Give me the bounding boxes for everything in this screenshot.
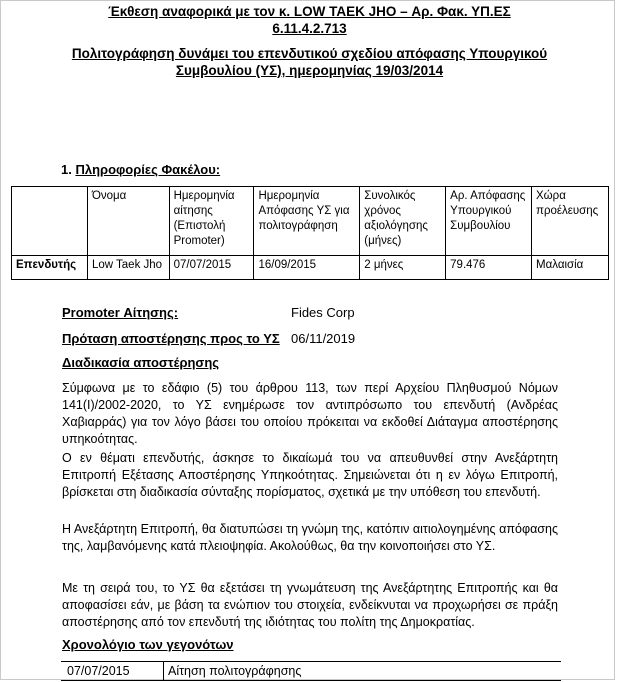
section-1-heading <box>61 162 220 177</box>
report-subtitle <box>1 45 617 79</box>
header-cell-decision-date: Ημερομηνία Απόφασης ΥΣ για πολιτογράφηση <box>254 187 360 256</box>
proposal-label: Πρόταση αποστέρησης προς το ΥΣ <box>62 331 280 346</box>
report-title-line-1: Έκθεση αναφορικά με τον κ. LOW TAEK JHO – Αρ. Φακ. ΥΠ.ΕΣ <box>108 4 511 19</box>
promoter-line <box>62 305 178 320</box>
cell-country: Μαλαισία <box>532 256 609 280</box>
report-title-line-2: 6.11.4.2.713 <box>272 21 347 36</box>
report-subtitle-line-1: Πολιτογράφηση δυνάμει του επενδυτικού σχεδίου απόφασης Υπουργικού <box>71 46 548 61</box>
procedure-heading <box>62 355 219 370</box>
header-cell-evaluation-time: Συνολικός χρόνος αξιολόγησης (μήνες) <box>360 187 446 256</box>
procedure-paragraph-4: Με τη σειρά του, το ΥΣ θα εξετάσει τη γνωμάτευση της Ανεξάρτητης Επιτροπής και θα αποφασίσει εάν, με βάση τα ενώπιον του στοιχεία, ενδείκνυται να προχωρήσει σε πράξη αποστέρησης από τον επενδυτή της ιδιότητας του πολίτη της Δημοκρατίας. <box>62 581 558 629</box>
promoter-label: Promoter Αίτησης: <box>62 305 179 320</box>
proposal-line <box>62 331 280 346</box>
report-subtitle-line-2: Συμβουλίου (ΥΣ), ημερομηνίας 19/03/2014 <box>175 63 444 78</box>
header-cell-application-date: Ημερομηνία αίτησης (Επιστολή Promoter) <box>169 187 254 256</box>
section-1-title: Πληροφορίες Φακέλου: <box>75 162 221 177</box>
chronology-event: Αίτηση πολιτογράφησης <box>164 662 562 681</box>
header-cell-empty <box>12 187 88 256</box>
chronology-heading <box>62 637 234 652</box>
cell-evaluation-time: 2 μήνες <box>360 256 446 280</box>
cell-decision-number: 79.476 <box>446 256 532 280</box>
table-row <box>61 662 561 681</box>
cell-name: Low Taek Jho <box>87 256 169 280</box>
chronology-table <box>61 661 561 681</box>
table-row <box>12 256 609 280</box>
section-1-number: 1. <box>61 162 72 177</box>
procedure-paragraph-1: Σύμφωνα με το εδάφιο (5) του άρθρου 113, των περί Αρχείου Πληθυσμού Νόμων 141(Ι)/2002-2020, το ΥΣ ενημέρωσε τον αντιπρόσωπο του επενδυτή (Ανδρέας Χαβιαρράς) για τον λόγο βάσει του οποίου πρόκειται να εκδοθεί Διάταγμα αποστέρησης υπηκοότητας. <box>62 381 558 446</box>
cell-decision-date: 16/09/2015 <box>254 256 360 280</box>
header-cell-country: Χώρα προέλευσης <box>532 187 609 256</box>
case-info-table <box>11 186 609 280</box>
cell-application-date: 07/07/2015 <box>169 256 254 280</box>
header-cell-name: Όνομα <box>87 187 169 256</box>
table-header-row <box>12 187 609 256</box>
header-cell-decision-number: Αρ. Απόφασης Υπουργικού Συμβουλίου <box>446 187 532 256</box>
promoter-value: Fides Corp <box>291 305 355 320</box>
row-label-investor: Επενδυτής <box>12 256 88 280</box>
procedure-title: Διαδικασία αποστέρησης <box>62 355 220 370</box>
chronology-date: 07/07/2015 <box>61 662 164 681</box>
procedure-paragraph-3: Η Ανεξάρτητη Επιτροπή, θα διατυπώσει τη γνώμη της, κατόπιν αιτιολογημένης απόφασης της, λαμβανόμενης κατά πλειοψηφία. Ακολούθως, θα την κοινοποιήσει στο ΥΣ. <box>62 522 558 553</box>
proposal-value: 06/11/2019 <box>291 331 356 346</box>
chronology-title: Χρονολόγιο των γεγονότων <box>62 637 234 652</box>
report-title <box>1 3 617 37</box>
procedure-paragraph-2: Ο εν θέματι επενδυτής, άσκησε το δικαίωμά του να απευθυνθεί στην Ανεξάρτητη Επιτροπή Εξέτασης Αποστέρησης Υπηκοότητας. Σημειώνεται ότι η εν λόγω Επιτροπή, βρίσκεται στη διαδικασία σύνταξης πορίσματος, σχετικά με την υπόθεση του επενδυτή. <box>62 451 558 499</box>
